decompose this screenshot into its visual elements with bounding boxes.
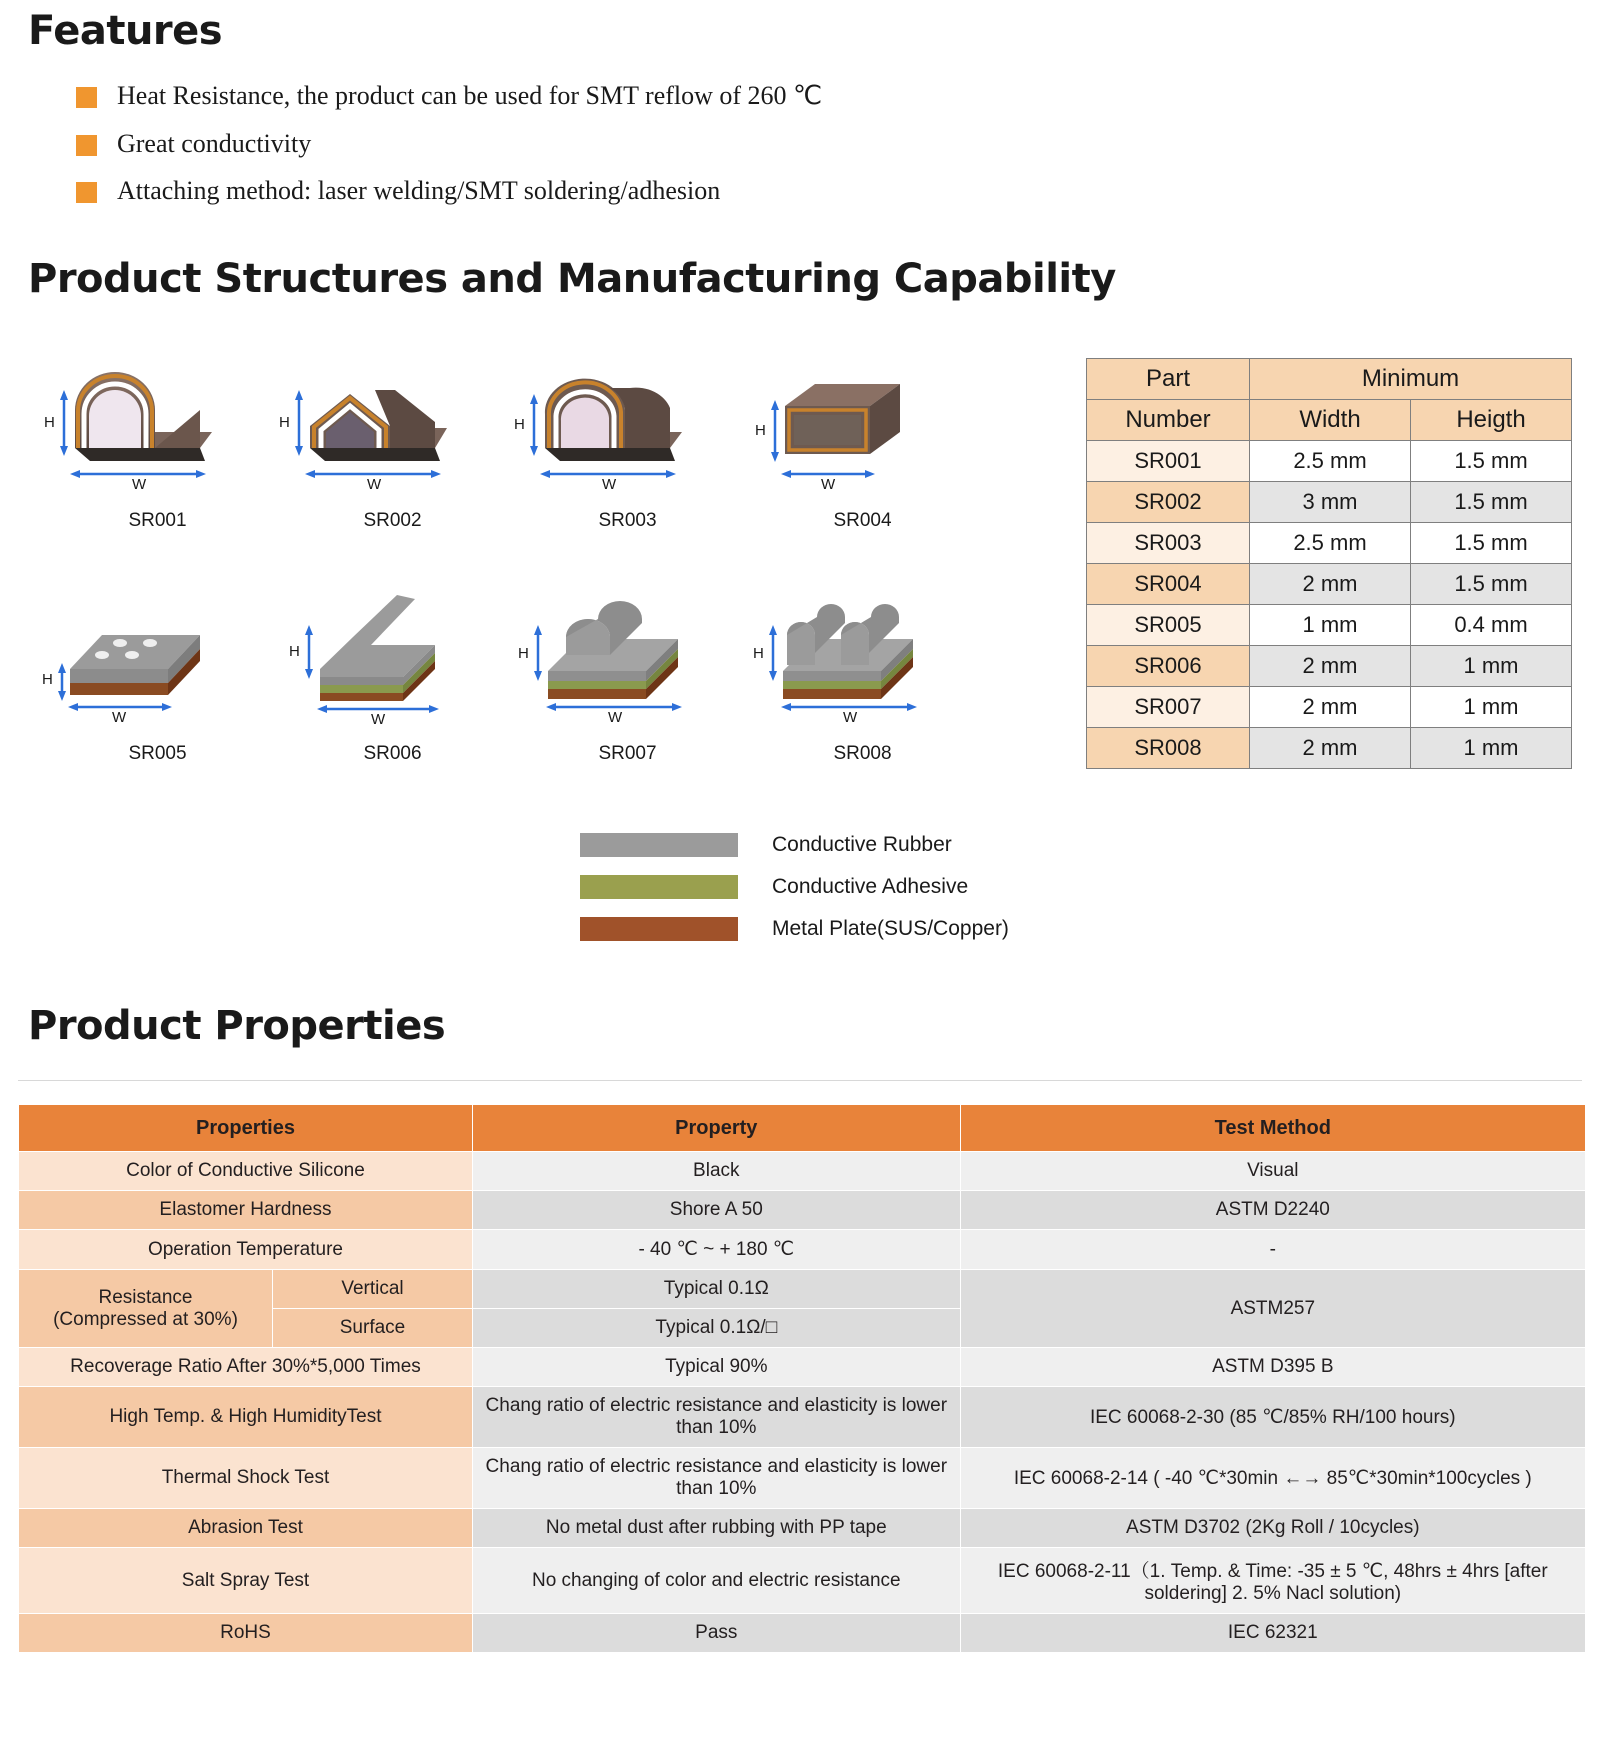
- header-number: Number: [1087, 400, 1250, 441]
- sr007-drawing: [510, 573, 745, 733]
- table-row: [19, 1152, 1586, 1191]
- cell-test-method: Visual: [960, 1152, 1585, 1191]
- cell-property-value: - 40 ℃ ~ + 180 ℃: [472, 1230, 960, 1270]
- cell-height: 1.5 mm: [1411, 523, 1572, 564]
- header-property: Property: [472, 1105, 960, 1152]
- figure-sr001: [40, 348, 275, 553]
- cell-test-method: ASTM257: [960, 1270, 1585, 1348]
- figure-sr003: [510, 348, 745, 553]
- legend-item-rubber: [580, 833, 1009, 857]
- dim-h-label: H: [44, 414, 55, 431]
- features-list: [76, 80, 1176, 223]
- cell-property-value: No changing of color and electric resistance: [472, 1548, 960, 1614]
- cell-height: 0.4 mm: [1411, 605, 1572, 646]
- cell-width: 2 mm: [1250, 646, 1411, 687]
- list-item: [76, 80, 1176, 113]
- features-heading: Features: [28, 8, 223, 54]
- dim-h-label: H: [279, 414, 290, 431]
- cell-width: 2.5 mm: [1250, 523, 1411, 564]
- sr005-drawing: [40, 573, 275, 733]
- resistance-line1: Resistance: [98, 1286, 193, 1308]
- dim-w-label: W: [132, 476, 147, 493]
- figure-label: SR007: [598, 743, 657, 764]
- cell-test-method: IEC 60068-2-30 (85 ℃/85% RH/100 hours): [960, 1387, 1585, 1448]
- cell-property-name: Elastomer Hardness: [19, 1191, 473, 1230]
- table-row: [19, 1191, 1586, 1230]
- cell-part: SR002: [1087, 482, 1250, 523]
- dim-h-label: H: [42, 671, 53, 688]
- cell-property-value: No metal dust after rubbing with PP tape: [472, 1509, 960, 1548]
- legend-swatch-rubber: [580, 833, 738, 857]
- figure-canvas: [510, 573, 745, 733]
- cell-height: 1.5 mm: [1411, 564, 1572, 605]
- table-row: [1087, 523, 1572, 564]
- feature-text: Great conductivity: [117, 128, 312, 158]
- cell-test-method: IEC 62321: [960, 1614, 1585, 1653]
- cell-part: SR001: [1087, 441, 1250, 482]
- dim-w-label: W: [602, 476, 617, 493]
- cell-property-name: Recoverage Ratio After 30%*5,000 Times: [19, 1348, 473, 1387]
- header-part: Part: [1087, 359, 1250, 400]
- figure-label: SR008: [833, 743, 892, 764]
- table-row: [19, 1230, 1586, 1270]
- table-row: [19, 1387, 1586, 1448]
- bullet-square-icon: [76, 135, 97, 156]
- cell-test-method: IEC 60068-2-11（1. Temp. & Time: -35 ± 5 ℃, 48hrs ± 4hrs [after soldering] 2. 5% Nacl solution): [960, 1548, 1585, 1614]
- figure-sr007: [510, 573, 745, 778]
- figure-label: SR002: [363, 510, 422, 531]
- dim-w-label: W: [371, 711, 386, 728]
- cell-part: SR004: [1087, 564, 1250, 605]
- table-row: [1087, 441, 1572, 482]
- legend-label: Conductive Adhesive: [772, 875, 969, 898]
- cell-height: 1.5 mm: [1411, 482, 1572, 523]
- figure-label: SR006: [363, 743, 422, 764]
- legend-item-adhesive: [580, 875, 1009, 899]
- cell-width: 3 mm: [1250, 482, 1411, 523]
- table-row: [19, 1548, 1586, 1614]
- dim-h-label: H: [755, 422, 766, 439]
- cell-property-name: Salt Spray Test: [19, 1548, 473, 1614]
- list-item: [76, 175, 1176, 208]
- cell-test-method: -: [960, 1230, 1585, 1270]
- section-divider: [18, 1080, 1582, 1081]
- cell-width: 1 mm: [1250, 605, 1411, 646]
- cell-property-value: Black: [472, 1152, 960, 1191]
- cell-height: 1 mm: [1411, 646, 1572, 687]
- table-row: [1087, 687, 1572, 728]
- sr006-drawing: [275, 573, 510, 733]
- figure-sr004: [745, 348, 980, 553]
- feature-text: Heat Resistance, the product can be used for SMT reflow of 260 ℃: [117, 81, 823, 110]
- cell-part: SR006: [1087, 646, 1250, 687]
- table-row: [19, 1448, 1586, 1509]
- header-test-method: Test Method: [960, 1105, 1585, 1152]
- dim-h-label: H: [514, 416, 525, 433]
- figure-label: SR005: [128, 743, 187, 764]
- figure-canvas: [745, 348, 980, 508]
- dim-h-label: H: [289, 643, 300, 660]
- legend-swatch-adhesive: [580, 875, 738, 899]
- table-header-row: [19, 1105, 1586, 1152]
- table-row: [19, 1270, 1586, 1309]
- cell-test-method: IEC 60068-2-14 ( -40 ℃*30min ←→ 85℃*30min*100cycles ): [960, 1448, 1585, 1509]
- table-header-row-2: [1087, 400, 1572, 441]
- dim-w-label: W: [843, 709, 858, 726]
- figure-row-bottom: [40, 573, 980, 778]
- cell-property-value: Typical 0.1Ω/□: [472, 1309, 960, 1348]
- header-heigth: Heigth: [1411, 400, 1572, 441]
- minimum-dimensions-table: [1086, 358, 1572, 769]
- cell-part: SR007: [1087, 687, 1250, 728]
- sr001-drawing: [40, 348, 275, 508]
- cell-property-name: Thermal Shock Test: [19, 1448, 473, 1509]
- resistance-line2: (Compressed at 30%): [53, 1308, 238, 1330]
- cell-property-name-resistance: [19, 1270, 273, 1348]
- structures-heading: Product Structures and Manufacturing Capability: [28, 256, 1116, 302]
- figure-canvas: [40, 573, 275, 733]
- figure-sr002: [275, 348, 510, 553]
- cell-property-name: Abrasion Test: [19, 1509, 473, 1548]
- cell-property-value: Chang ratio of electric resistance and elasticity is lower than 10%: [472, 1448, 960, 1509]
- header-minimum: Minimum: [1250, 359, 1572, 400]
- cell-test-method: ASTM D3702 (2Kg Roll / 10cycles): [960, 1509, 1585, 1548]
- table-header-row: [1087, 359, 1572, 400]
- list-item: [76, 128, 1176, 161]
- legend-label: Metal Plate(SUS/Copper): [772, 917, 1009, 940]
- bullet-square-icon: [76, 182, 97, 203]
- legend-swatch-metal: [580, 917, 738, 941]
- feature-text: Attaching method: laser welding/SMT soldering/adhesion: [117, 176, 721, 205]
- dim-w-label: W: [367, 476, 382, 493]
- table-row: [19, 1509, 1586, 1548]
- properties-table: [18, 1104, 1586, 1653]
- cell-property-value: Typical 0.1Ω: [472, 1270, 960, 1309]
- cell-property-value: Pass: [472, 1614, 960, 1653]
- figure-label: SR004: [833, 510, 892, 531]
- cell-property-name: High Temp. & High HumidityTest: [19, 1387, 473, 1448]
- sr008-drawing: [745, 573, 980, 733]
- dim-h-label: H: [753, 645, 764, 662]
- figure-canvas: [510, 348, 745, 508]
- min-table: [1086, 358, 1572, 769]
- table-row: [1087, 564, 1572, 605]
- cell-part: SR008: [1087, 728, 1250, 769]
- figure-canvas: [40, 348, 275, 508]
- cell-property-value: Shore A 50: [472, 1191, 960, 1230]
- legend-item-metal: [580, 917, 1009, 941]
- figure-label: SR003: [598, 510, 657, 531]
- table-row: [1087, 728, 1572, 769]
- legend-label: Conductive Rubber: [772, 833, 952, 856]
- figure-row-top: [40, 348, 980, 553]
- cell-height: 1 mm: [1411, 728, 1572, 769]
- header-properties: Properties: [19, 1105, 473, 1152]
- cell-width: 2.5 mm: [1250, 441, 1411, 482]
- dim-w-label: W: [821, 476, 836, 493]
- cell-property-value: Typical 90%: [472, 1348, 960, 1387]
- cell-width: 2 mm: [1250, 728, 1411, 769]
- table-row: [19, 1348, 1586, 1387]
- figure-sr006: [275, 573, 510, 778]
- properties-heading: Product Properties: [28, 1003, 446, 1049]
- cell-height: 1 mm: [1411, 687, 1572, 728]
- cell-property-name: RoHS: [19, 1614, 473, 1653]
- figure-sr005: [40, 573, 275, 778]
- figure-canvas: [275, 348, 510, 508]
- cell-height: 1.5 mm: [1411, 441, 1572, 482]
- cell-width: 2 mm: [1250, 564, 1411, 605]
- header-width: Width: [1250, 400, 1411, 441]
- cell-part: SR003: [1087, 523, 1250, 564]
- material-legend: [580, 833, 1009, 959]
- cell-property-sub-surface: Surface: [273, 1309, 473, 1348]
- sr003-drawing: [510, 348, 745, 508]
- cell-property-name: Color of Conductive Silicone: [19, 1152, 473, 1191]
- dim-h-label: H: [518, 645, 529, 662]
- dim-w-label: W: [608, 709, 623, 726]
- figure-label: SR001: [128, 510, 187, 531]
- table-row: [1087, 646, 1572, 687]
- cell-property-name: Operation Temperature: [19, 1230, 473, 1270]
- figure-sr008: [745, 573, 980, 778]
- figure-canvas: [275, 573, 510, 733]
- dim-w-label: W: [112, 709, 127, 726]
- cell-width: 2 mm: [1250, 687, 1411, 728]
- structure-figures: [40, 348, 980, 778]
- table-row: [1087, 482, 1572, 523]
- sr004-drawing: [745, 348, 980, 508]
- table-row: [19, 1614, 1586, 1653]
- cell-test-method: ASTM D395 B: [960, 1348, 1585, 1387]
- cell-property-value: Chang ratio of electric resistance and elasticity is lower than 10%: [472, 1387, 960, 1448]
- bullet-square-icon: [76, 87, 97, 108]
- table-row: [1087, 605, 1572, 646]
- figure-canvas: [745, 573, 980, 733]
- cell-part: SR005: [1087, 605, 1250, 646]
- cell-test-method: ASTM D2240: [960, 1191, 1585, 1230]
- sr002-drawing: [275, 348, 510, 508]
- cell-property-sub-vertical: Vertical: [273, 1270, 473, 1309]
- properties-table-wrap: [18, 1104, 1586, 1653]
